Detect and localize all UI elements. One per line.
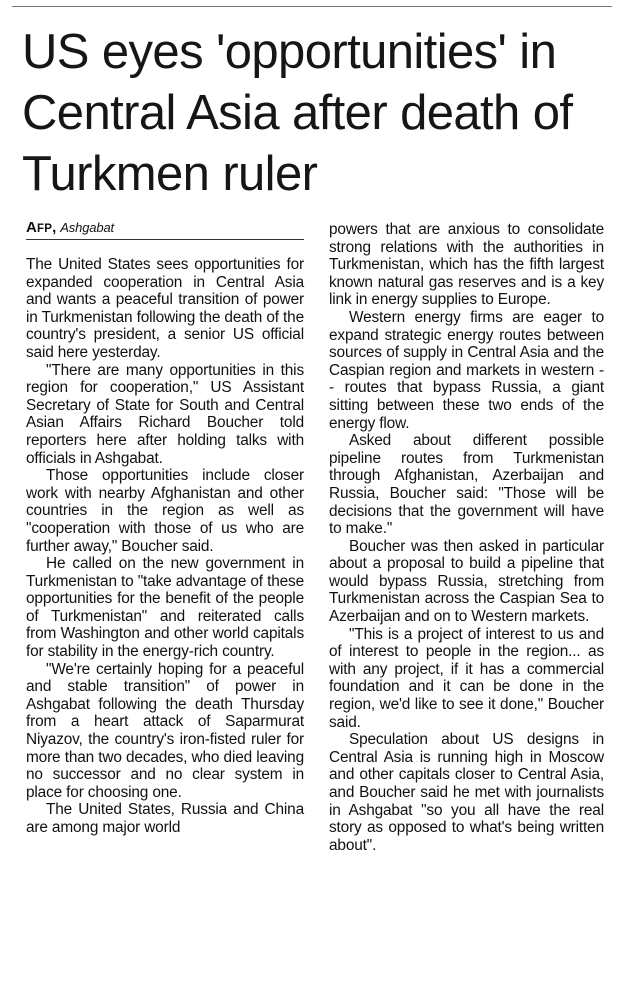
byline-separator: , (52, 219, 57, 236)
column-right (329, 221, 604, 854)
paragraph: Western energy firms are eager to expand strategic energy routes between sources of supply in Central Asia and the Caspian region and markets in western -- routes that bypass Russia, a giant sitting between these two ends of the energy flow. (329, 308, 604, 432)
paragraph: Those opportunities include closer work with nearby Afghanistan and other countries in the region as well as "cooperation with those of us who are further away," Boucher said. (26, 467, 304, 555)
byline-dateline: Ashgabat (60, 220, 115, 235)
paragraph: "There are many opportunities in this region for cooperation," US Assistant Secretary of State for South and Central Asian Affairs Richard Boucher told reporters here after holding talks with officials in Ashgabat. (26, 361, 304, 467)
byline-agency-initial: A (26, 219, 38, 236)
paragraph: The United States sees opportunities for expanded cooperation in Central Asia and wants a peaceful transition of power in Turkmenistan following the death of the country's president, a senior US official said here yesterday. (26, 256, 304, 361)
paragraph: Speculation about US designs in Central Asia is running high in Moscow and other capitals closer to Central Asia, and Boucher said he met with journalists in Ashgabat "so you all have the real story as opposed to what's being written about". (329, 731, 604, 854)
paragraph: "This is a project of interest to us and of interest to people in the region... as with any project, if it has a commercial foundation and it can be done in the region, we'd like to see it done," Boucher said. (329, 625, 604, 731)
paragraph: The United States, Russia and China are among major world (26, 801, 304, 836)
paragraph-continued: powers that are anxious to consolidate strong relations with the authorities in Turkmenistan, which has the fifth largest known natural gas reserves and is a key link in energy supplies to Europe. (329, 221, 604, 309)
paragraph: Asked about different possible pipeline routes from Turkmenistan through Afghanistan, Azerbaijan and Russia, Boucher said: "Those will be decisions that the government will have to make." (329, 432, 604, 538)
column-left (26, 218, 304, 837)
headline: US eyes 'opportunities' in Central Asia after death of Turkmen ruler (22, 25, 573, 201)
byline-agency (26, 219, 57, 236)
byline-agency-rest: FP (37, 223, 53, 235)
top-rule (12, 6, 612, 7)
paragraph: "We're certainly hoping for a peaceful and stable transition" of power in Ashgabat following the death Thursday from a heart attack of Saparmurat Niyazov, the country's iron-fisted ruler for more than two decades, who died leaving no successor and no clear system in place for choosing one. (26, 660, 304, 801)
paragraph: He called on the new government in Turkmenistan to "take advantage of these opportunities for the benefit of the people of Turkmenistan" and reiterated calls from Washington and other world capitals for stability in the energy-rich country. (26, 555, 304, 661)
paragraph: Boucher was then asked in particular about a proposal to build a pipeline that would bypass Russia, stretching from Turkmenistan across the Caspian Sea to Azerbaijan and on to Western markets. (329, 537, 604, 626)
byline (26, 218, 304, 240)
